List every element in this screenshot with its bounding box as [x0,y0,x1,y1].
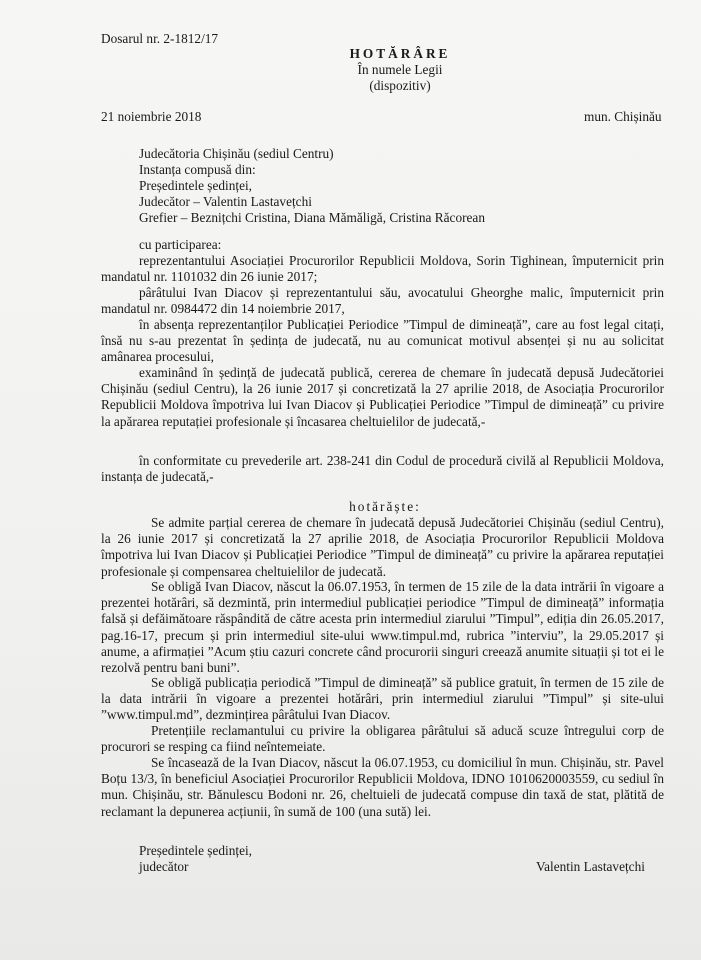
signature-role-judge: judecător [139,859,189,874]
document-subtitle-dispozitiv: (dispozitiv) [369,78,431,93]
decides-label: hotărăște: [349,499,421,514]
court-judge: Judecător – Valentin Lastavețchi [139,194,312,209]
court-name: Judecătoria Chișinău (sediul Centru) [139,146,334,161]
signature-name: Valentin Lastavețchi [536,859,645,874]
file-number: Dosarul nr. 2-1812/17 [101,31,219,46]
decision-point-3: Se obligă publicația periodică ”Timpul de dimineață” să publice gratuit, în termen de 15 zile de la data intrării în vigoare a prezentei hotărâri, prin intermediul ziarului ”Timpul” și site-ului ”www.timpul.md”, dezmințirea pârâtului Ivan Diacov. [101,675,664,723]
decision-point-2: Se obligă Ivan Diacov, născut la 06.07.1953, în termen de 15 zile de la data intrării în vigoare a prezentei hotărâri, să dezmintă, prin intermediul publicației periodice ”Timpul de dimineață” informația falsă și defăimătoare răspândită de către acesta prin intermediul ziarului ”Timpul”, ediția din 26.05.2017, pag.16-17, precum și prin intermediul site-ului www.timpul.md, rubrica ”interviu”, la 29.05.2017 și anume, a afirmației ”Acum știu cazuri concrete când procurorii singuri creează anumite situații și tot ei le rezolvă pentru bani buni”. [101,579,664,676]
document-subtitle: În numele Legii [357,62,443,77]
paragraph-participant-plaintiff: reprezentantului Asociației Procurorilor Republicii Moldova, Sorin Tighinean, împuternicit prin mandatul nr. 1101032 din 26 iunie 2017; [101,253,664,285]
decision-point-4: Pretențiile reclamantului cu privire la obligarea pârâtului să aducă scuze întregului corp de procurori se resping ca fiind neîntemeiate. [101,723,664,755]
decision-place: mun. Chișinău [584,109,662,124]
court-clerk: Grefier – Beznițchi Cristina, Diana Mămăligă, Cristina Răcorean [139,210,485,225]
court-president-label: Președintele ședinței, [139,178,252,193]
paragraph-examining: examinând în ședință de judecată publică, cererea de chemare în judecată depusă Judecătoriei Chișinău (sediul Centru), la 26 iunie 2017 și concretizată la 27 aprilie 2018, de Asociația Procurorilor Republicii Moldova împotriva lui Ivan Diacov și Publicației Periodice ”Timpul de dimineață” cu privire la apărarea reputației profesionale și încasarea cheltuielilor de judecată,- [101,365,664,429]
signature-role-president: Președintele ședinței, [139,843,252,858]
paragraph-participant-defendant: pârâtului Ivan Diacov și reprezentantului său, avocatului Gheorghe malic, împuternicit prin mandatul nr. 0984472 din 14 noiembrie 2017, [101,285,664,317]
paragraph-absence: în absența reprezentanților Publicației Periodice ”Timpul de dimineață”, care au fost legal citați, însă nu s-au prezentat în ședința de judecată, nu au comunicat motivul absenței și nu au solicitat amânarea procesului, [101,317,664,365]
participation-label: cu participarea: [139,237,222,252]
document-title: HOTĂRÂRE [349,46,451,61]
decision-point-1: Se admite parțial cererea de chemare în judecată depusă Judecătoriei Chișinău (sediul Centru), la 26 iunie 2017 și concretizată la 27 aprilie 2018, de Asociația Procurorilor Republicii Moldova împotriva lui Ivan Diacov și Publicației Periodice ”Timpul de dimineață” cu privire la apărarea reputației profesionale și compensarea cheltuielilor de judecată. [101,515,664,579]
decision-point-5: Se încasează de la Ivan Diacov, născut la 06.07.1953, cu domiciliul în mun. Chișinău, str. Pavel Boțu 13/3, în beneficiul Asociației Procurorilor Republicii Moldova, IDNO 1010620003559, cu sediul în mun. Chișinău, str. Bănulescu Bodoni nr. 26, cheltuieli de judecată compuse din taxă de stat, plătită de reclamant la depunerea acțiunii, în sumă de 100 (una sută) lei. [101,755,664,819]
court-composition-label: Instanța compusă din: [139,162,256,177]
decision-date: 21 noiembrie 2018 [101,109,202,124]
paragraph-conformity: în conformitate cu prevederile art. 238-241 din Codul de procedură civilă al Republicii Moldova, instanța de judecată,- [101,453,664,485]
